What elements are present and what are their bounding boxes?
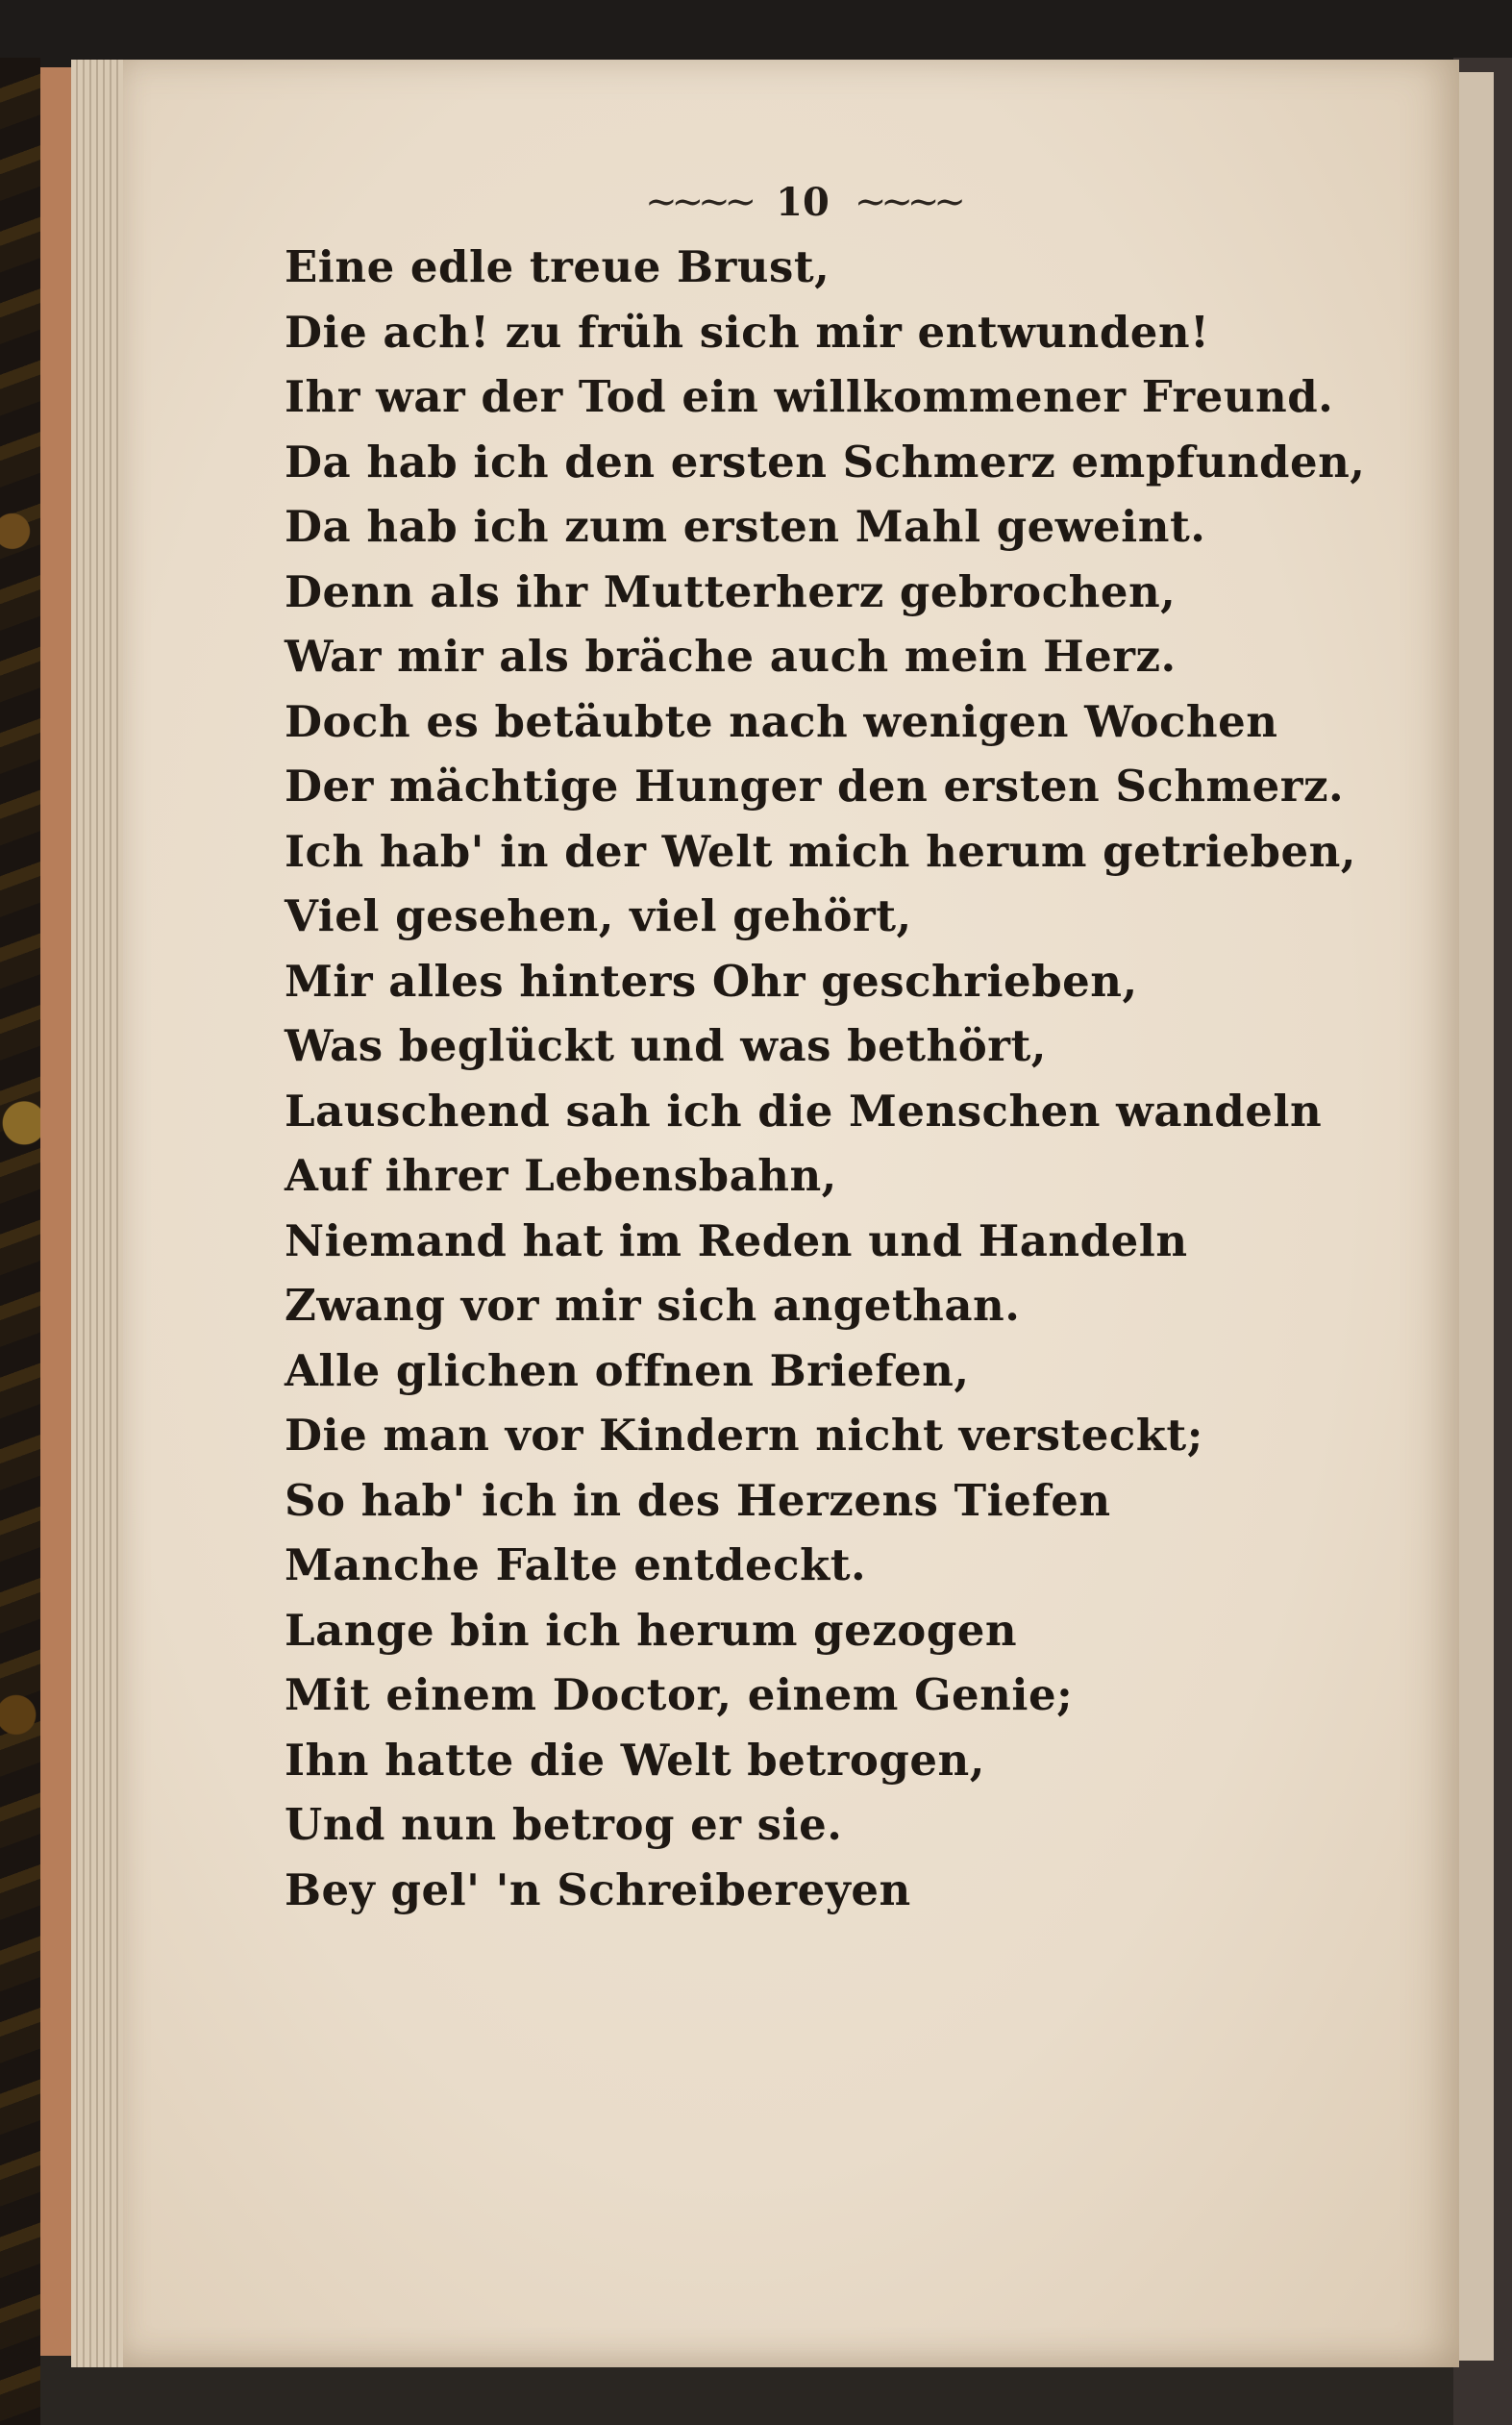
text-line: Ihr war der Tod ein willkommener Freund.: [285, 371, 1334, 422]
text-line: Was beglückt und was bethört,: [285, 1020, 1047, 1071]
text-line: Lauschend sah ich die Menschen wandeln: [285, 1085, 1323, 1137]
scan-background: [0, 0, 1512, 67]
text-line: Manche Falte entdeckt.: [285, 1539, 867, 1590]
text-line: Da hab ich zum ersten Mahl geweint.: [285, 501, 1206, 552]
page-number: 10: [776, 179, 830, 225]
book-spine-edge: [40, 67, 73, 2356]
text-line: Auf ihrer Lebensbahn,: [285, 1150, 837, 1201]
text-line: Zwang vor mir sich angethan.: [285, 1280, 1021, 1331]
text-line: Viel gesehen, viel gehört,: [285, 890, 912, 941]
text-line: Bey gel' 'n Schreibereyen: [285, 1863, 911, 1915]
left-ornament: ~~~~: [645, 180, 752, 224]
text-line: Mit einem Doctor, einem Genie;: [285, 1669, 1074, 1720]
text-line: Denn als ihr Mutterherz gebrochen,: [285, 565, 1177, 617]
text-line: Eine edle treue Brust,: [285, 241, 830, 292]
text-line: Ihn hatte die Welt betrogen,: [285, 1734, 985, 1786]
text-line: Mir alles hinters Ohr geschrieben,: [285, 955, 1138, 1007]
text-line: Die ach! zu früh sich mir entwunden!: [285, 306, 1210, 358]
text-line: Die man vor Kindern nicht versteckt;: [285, 1410, 1203, 1461]
text-line: Und nun betrog er sie.: [285, 1799, 843, 1850]
text-line: Doch es betäubte nach wenigen Wochen: [285, 695, 1278, 747]
text-line: Alle glichen offnen Briefen,: [285, 1344, 970, 1396]
poem-text: [285, 235, 1366, 1922]
marbled-cover: [0, 58, 40, 2425]
page-header: [639, 178, 966, 226]
text-line: So hab' ich in des Herzens Tiefen: [285, 1474, 1111, 1526]
text-line: Lange bin ich herum gezogen: [285, 1604, 1018, 1656]
page-stack-edges: [71, 60, 129, 2367]
right-ornament: ~~~~: [854, 180, 960, 224]
text-line: War mir als bräche auch mein Herz.: [285, 631, 1177, 682]
text-line: Niemand hat im Reden und Handeln: [285, 1214, 1188, 1266]
text-line: Da hab ich den ersten Schmerz empfunden,: [285, 436, 1366, 488]
text-line: Ich hab' in der Welt mich herum getrieben,: [285, 825, 1356, 877]
text-line: Der mächtige Hunger den ersten Schmerz.: [285, 761, 1345, 812]
